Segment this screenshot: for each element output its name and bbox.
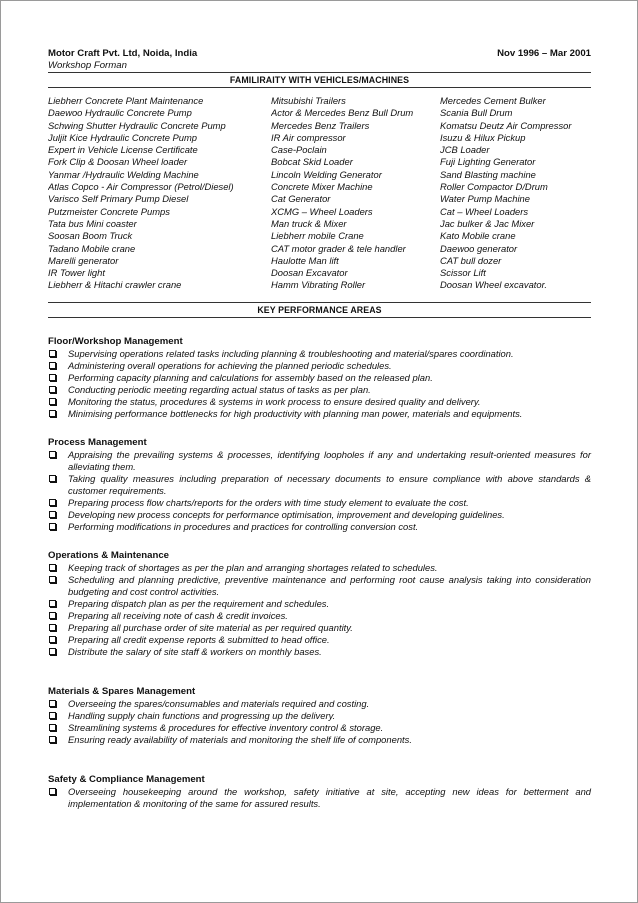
- kpa-section-title: Process Management: [48, 436, 147, 448]
- kpa-bullet-text: Preparing process flow charts/reports for the orders with time study element to evaluate the cost.: [68, 496, 469, 508]
- kpa-section-title: Operations & Maintenance: [48, 549, 170, 561]
- vehicle-item: Water Pump Machine: [440, 193, 530, 205]
- checkbox-bullet-icon: [49, 398, 56, 405]
- checkbox-bullet-icon: [49, 374, 56, 381]
- kpa-section: [48, 686, 591, 746]
- checkbox-bullet-icon: [49, 475, 56, 482]
- vehicle-item: IR Air compressor: [271, 131, 346, 143]
- kpa-bullet-item: [48, 646, 591, 658]
- kpa-bullet-item: [48, 562, 591, 574]
- vehicle-item: XCMG – Wheel Loaders: [271, 205, 373, 217]
- vehicle-item: Soosan Boom Truck: [48, 230, 133, 242]
- checkbox-bullet-icon: [49, 736, 56, 743]
- kpa-heading: KEY PERFORMANCE AREAS: [48, 302, 591, 318]
- vehicle-item: Mitsubishi Trailers: [271, 95, 346, 106]
- kpa-bullet-text: Keeping track of shortages as per the plan and arranging shortages related to schedules.: [68, 561, 438, 573]
- kpa-bullet-list: [48, 698, 591, 746]
- kpa-bullet-text: Monitoring the status, procedures & systems in work process to ensure desired quality and delivery.: [68, 395, 481, 407]
- kpa-bullet-text: Taking quality measures including preparation of necessary documents to ensure compliance with above standards & customer requirements.: [68, 472, 591, 496]
- checkbox-bullet-icon: [49, 600, 56, 607]
- vehicle-item: Actor & Mercedes Benz Bull Drum: [271, 107, 414, 119]
- kpa-bullet-item: [48, 521, 591, 533]
- kpa-section-title: Materials & Spares Management: [48, 685, 196, 697]
- kpa-section: [48, 336, 591, 420]
- kpa-bullet-text: Preparing all purchase order of site material as per required quantity.: [68, 621, 353, 633]
- kpa-bullet-item: [48, 698, 591, 710]
- vehicle-item: CAT bull dozer: [440, 254, 502, 266]
- vehicle-item: Liebherr & Hitachi crawler crane: [48, 279, 182, 291]
- checkbox-bullet-icon: [49, 576, 56, 583]
- checkbox-bullet-icon: [49, 624, 56, 631]
- vehicle-item: Lincoln Welding Generator: [271, 168, 382, 180]
- kpa-bullet-text: Preparing all receiving note of cash & credit invoices.: [68, 609, 288, 621]
- kpa-bullet-item: [48, 574, 591, 598]
- checkbox-bullet-icon: [49, 511, 56, 518]
- kpa-section-title: Safety & Compliance Management: [48, 773, 205, 785]
- job-dates: Nov 1996 – Mar 2001: [497, 48, 591, 59]
- checkbox-bullet-icon: [49, 523, 56, 530]
- kpa-areas: [48, 336, 591, 810]
- vehicle-item: Liebherr mobile Crane: [271, 230, 364, 242]
- vehicle-item: Doosan Excavator: [271, 267, 348, 279]
- kpa-bullet-text: Preparing all credit expense reports & submitted to head office.: [68, 633, 330, 645]
- kpa-bullet-item: [48, 360, 591, 372]
- vehicle-item: Expert in Vehicle License Certificate: [48, 144, 198, 156]
- kpa-section-title: Floor/Workshop Management: [48, 335, 183, 347]
- kpa-bullet-text: Scheduling and planning predictive, preventive maintenance and performing root cause analysis taking into consideration budgeting and cost control activities.: [68, 573, 591, 597]
- checkbox-bullet-icon: [49, 788, 56, 795]
- kpa-bullet-item: [48, 348, 591, 360]
- kpa-bullet-item: [48, 384, 591, 396]
- vehicle-item: Mercedes Cement Bulker: [440, 95, 546, 106]
- vehicles-heading: FAMILIRAITY WITH VEHICLES/MACHINES: [48, 72, 591, 88]
- kpa-bullet-item: [48, 396, 591, 408]
- vehicle-item: JCB Loader: [440, 144, 490, 156]
- vehicle-item: Putzmeister Concrete Pumps: [48, 205, 170, 217]
- kpa-bullet-text: Minimising performance bottlenecks for high productivity with planning man power, materials and equipments.: [68, 407, 523, 419]
- checkbox-bullet-icon: [49, 712, 56, 719]
- kpa-bullet-item: [48, 610, 591, 622]
- checkbox-bullet-icon: [49, 564, 56, 571]
- kpa-bullet-text: Preparing dispatch plan as per the requirement and schedules.: [68, 597, 330, 609]
- checkbox-bullet-icon: [49, 362, 56, 369]
- kpa-bullet-item: [48, 408, 591, 420]
- kpa-bullet-text: Performing capacity planning and calculations for assembly based on the released plan.: [68, 371, 433, 383]
- vehicle-item: Daewoo Hydraulic Concrete Pump: [48, 107, 192, 119]
- vehicle-item: Tata bus Mini coaster: [48, 217, 137, 229]
- kpa-bullet-list: [48, 786, 591, 810]
- vehicle-item: Man truck & Mixer: [271, 217, 347, 229]
- page-content: [48, 47, 591, 810]
- kpa-bullet-text: Overseeing housekeeping around the workshop, safety initiative at site, accepting new ideas for betterment and implementation & monitoring of the same for assured results.: [68, 785, 591, 809]
- kpa-bullet-list: [48, 562, 591, 658]
- vehicle-item: Concrete Mixer Machine: [271, 181, 373, 193]
- vehicle-item: Hamm Vibrating Roller: [271, 279, 366, 291]
- kpa-bullet-text: Supervising operations related tasks including planning & troubleshooting and material/spares coordination.: [68, 347, 514, 359]
- vehicle-item: Isuzu & Hilux Pickup: [440, 131, 526, 143]
- kpa-bullet-text: Handling supply chain functions and progressing up the delivery.: [68, 709, 336, 721]
- checkbox-bullet-icon: [49, 499, 56, 506]
- checkbox-bullet-icon: [49, 386, 56, 393]
- vehicle-item: Tadano Mobile crane: [48, 242, 136, 254]
- vehicle-item: CAT motor grader & tele handler: [271, 242, 406, 254]
- kpa-bullet-text: Appraising the prevailing systems & processes, identifying loopholes if any and undertaking result-oriented measures for alleviating them.: [68, 448, 591, 472]
- kpa-bullet-list: [48, 348, 591, 420]
- checkbox-bullet-icon: [49, 410, 56, 417]
- vehicle-item: Roller Compactor D/Drum: [440, 181, 548, 193]
- kpa-bullet-list: [48, 449, 591, 533]
- kpa-bullet-text: Administering overall operations for achieving the planned periodic schedules.: [68, 359, 392, 371]
- vehicle-item: Case-Poclain: [271, 144, 327, 156]
- vehicles-table: [48, 95, 591, 292]
- kpa-bullet-item: [48, 509, 591, 521]
- company-name: Motor Craft Pvt. Ltd, Noida, India: [48, 48, 198, 59]
- kpa-bullet-item: [48, 622, 591, 634]
- vehicle-item: Haulotte Man lift: [271, 254, 339, 266]
- vehicle-item: Cat Generator: [271, 193, 331, 205]
- kpa-bullet-item: [48, 722, 591, 734]
- kpa-bullet-item: [48, 710, 591, 722]
- vehicle-item: Liebherr Concrete Plant Maintenance: [48, 95, 204, 106]
- job-role: Workshop Forman: [48, 60, 127, 71]
- vehicle-item: Cat – Wheel Loaders: [440, 205, 529, 217]
- vehicle-item: Scania Bull Drum: [440, 107, 513, 119]
- vehicle-item: Jac bulker & Jac Mixer: [440, 217, 535, 229]
- checkbox-bullet-icon: [49, 451, 56, 458]
- checkbox-bullet-icon: [49, 612, 56, 619]
- kpa-bullet-item: [48, 449, 591, 473]
- kpa-bullet-item: [48, 786, 591, 810]
- vehicle-item: Bobcat Skid Loader: [271, 156, 353, 168]
- checkbox-bullet-icon: [49, 350, 56, 357]
- kpa-bullet-text: Distribute the salary of site staff & workers on monthly bases.: [68, 645, 322, 657]
- kpa-section: [48, 550, 591, 658]
- vehicle-item: Kato Mobile crane: [440, 230, 516, 242]
- kpa-bullet-item: [48, 634, 591, 646]
- vehicle-item: Marelli generator: [48, 254, 119, 266]
- kpa-section: [48, 437, 591, 533]
- checkbox-bullet-icon: [49, 724, 56, 731]
- vehicle-item: IR Tower light: [48, 267, 105, 279]
- kpa-bullet-text: Developing new process concepts for performance optimisation, improvement and developing guidelines.: [68, 508, 505, 520]
- kpa-bullet-item: [48, 473, 591, 497]
- vehicle-item: Fork Clip & Doosan Wheel loader: [48, 156, 188, 168]
- kpa-bullet-text: Performing modifications in procedures and practices for controlling conversion cost.: [68, 520, 419, 532]
- kpa-bullet-text: Overseeing the spares/consumables and materials required and costing.: [68, 697, 370, 709]
- kpa-bullet-item: [48, 598, 591, 610]
- vehicle-item: Scissor Lift: [440, 267, 486, 279]
- vehicle-item: Yanmar /Hydraulic Welding Machine: [48, 168, 199, 180]
- vehicle-item: Schwing Shutter Hydraulic Concrete Pump: [48, 119, 226, 131]
- job-header: [48, 47, 591, 60]
- checkbox-bullet-icon: [49, 636, 56, 643]
- vehicle-item: Varisco Self Primary Pump Diesel: [48, 193, 189, 205]
- vehicle-item: Doosan Wheel excavator.: [440, 279, 547, 291]
- kpa-bullet-text: Ensuring ready availability of materials and monitoring the shelf life of components.: [68, 733, 412, 745]
- kpa-bullet-item: [48, 372, 591, 384]
- vehicle-item: Sand Blasting machine: [440, 168, 536, 180]
- vehicle-item: Komatsu Deutz Air Compressor: [440, 119, 572, 131]
- kpa-bullet-text: Conducting periodic meeting regarding actual status of tasks as per plan.: [68, 383, 371, 395]
- checkbox-bullet-icon: [49, 648, 56, 655]
- vehicle-item: Juljit Kice Hydraulic Concrete Pump: [48, 131, 198, 143]
- kpa-section: [48, 774, 591, 810]
- kpa-bullet-text: Streamlining systems & procedures for effective inventory control & storage.: [68, 721, 384, 733]
- vehicle-item: Daewoo generator: [440, 242, 518, 254]
- vehicle-item: Fuji Lighting Generator: [440, 156, 536, 168]
- vehicle-item: Mercedes Benz Trailers: [271, 119, 370, 131]
- kpa-bullet-item: [48, 734, 591, 746]
- kpa-bullet-item: [48, 497, 591, 509]
- checkbox-bullet-icon: [49, 700, 56, 707]
- vehicle-item: Atlas Copco - Air Compressor (Petrol/Diesel): [48, 181, 234, 193]
